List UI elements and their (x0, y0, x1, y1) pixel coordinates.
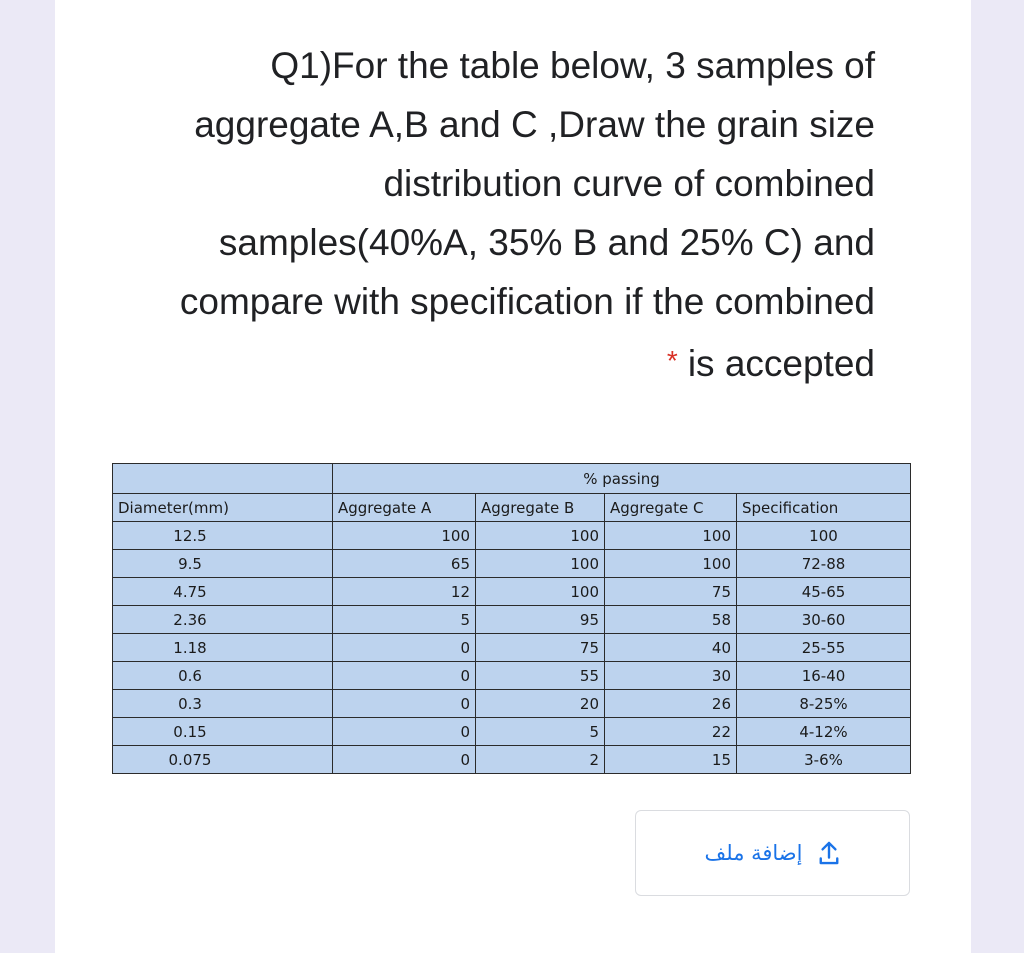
aggregate-a-cell: 100 (333, 522, 476, 550)
diameter-cell: 0.075 (113, 746, 333, 774)
table-row (113, 690, 911, 718)
aggregate-a-cell: 0 (333, 718, 476, 746)
table-row (113, 606, 911, 634)
header-diameter: Diameter(mm) (113, 494, 333, 522)
aggregate-a-cell: 65 (333, 550, 476, 578)
aggregate-c-cell: 100 (605, 522, 737, 550)
aggregate-b-cell: 100 (476, 522, 605, 550)
aggregate-c-cell: 15 (605, 746, 737, 774)
diameter-cell: 1.18 (113, 634, 333, 662)
aggregate-c-cell: 30 (605, 662, 737, 690)
question-line-last (85, 331, 875, 393)
header-aggregate-b: Aggregate B (476, 494, 605, 522)
table-row (113, 522, 911, 550)
question-line: Q1)For the table below, 3 samples of (270, 45, 875, 86)
diameter-cell: 4.75 (113, 578, 333, 606)
required-asterisk: * (666, 345, 678, 376)
header-specification: Specification (737, 494, 911, 522)
specification-cell: 45-65 (737, 578, 911, 606)
aggregate-b-cell: 100 (476, 578, 605, 606)
aggregate-a-cell: 0 (333, 746, 476, 774)
header-aggregate-c: Aggregate C (605, 494, 737, 522)
table-row (113, 634, 911, 662)
aggregate-a-cell: 0 (333, 690, 476, 718)
question-line: samples(40%A, 35% B and 25% C) and (218, 222, 875, 263)
specification-cell: 8-25% (737, 690, 911, 718)
aggregate-b-cell: 20 (476, 690, 605, 718)
table-row (113, 578, 911, 606)
aggregate-b-cell: 5 (476, 718, 605, 746)
specification-cell: 30-60 (737, 606, 911, 634)
aggregate-a-cell: 0 (333, 634, 476, 662)
diameter-cell: 9.5 (113, 550, 333, 578)
diameter-cell: 0.15 (113, 718, 333, 746)
specification-cell: 72-88 (737, 550, 911, 578)
question-line: aggregate A,B and C ,Draw the grain size (194, 104, 875, 145)
table-header-row (113, 494, 911, 522)
aggregate-a-cell: 0 (333, 662, 476, 690)
add-file-button[interactable] (635, 810, 910, 896)
table-group-header-row (113, 464, 911, 494)
grain-size-table (112, 463, 911, 774)
aggregate-c-cell: 75 (605, 578, 737, 606)
specification-cell: 16-40 (737, 662, 911, 690)
table-corner-cell (113, 464, 333, 494)
aggregate-c-cell: 26 (605, 690, 737, 718)
aggregate-c-cell: 22 (605, 718, 737, 746)
header-aggregate-a: Aggregate A (333, 494, 476, 522)
aggregate-b-cell: 55 (476, 662, 605, 690)
question-line: is accepted (687, 343, 875, 384)
table-row (113, 746, 911, 774)
table-row (113, 550, 911, 578)
aggregate-b-cell: 100 (476, 550, 605, 578)
aggregate-b-cell: 75 (476, 634, 605, 662)
diameter-cell: 12.5 (113, 522, 333, 550)
diameter-cell: 0.6 (113, 662, 333, 690)
question-line: compare with specification if the combined (179, 281, 875, 322)
aggregate-a-cell: 12 (333, 578, 476, 606)
percent-passing-header: % passing (333, 464, 911, 494)
table-row (113, 662, 911, 690)
upload-icon (818, 840, 840, 866)
aggregate-b-cell: 2 (476, 746, 605, 774)
diameter-cell: 0.3 (113, 690, 333, 718)
specification-cell: 25-55 (737, 634, 911, 662)
aggregate-b-cell: 95 (476, 606, 605, 634)
question-line: distribution curve of combined (383, 163, 875, 204)
specification-cell: 4-12% (737, 718, 911, 746)
table-row (113, 718, 911, 746)
aggregate-a-cell: 5 (333, 606, 476, 634)
aggregate-c-cell: 40 (605, 634, 737, 662)
diameter-cell: 2.36 (113, 606, 333, 634)
specification-cell: 3-6% (737, 746, 911, 774)
question-text (85, 36, 875, 393)
add-file-label: إضافة ملف (704, 841, 803, 865)
aggregate-c-cell: 58 (605, 606, 737, 634)
specification-cell: 100 (737, 522, 911, 550)
aggregate-c-cell: 100 (605, 550, 737, 578)
